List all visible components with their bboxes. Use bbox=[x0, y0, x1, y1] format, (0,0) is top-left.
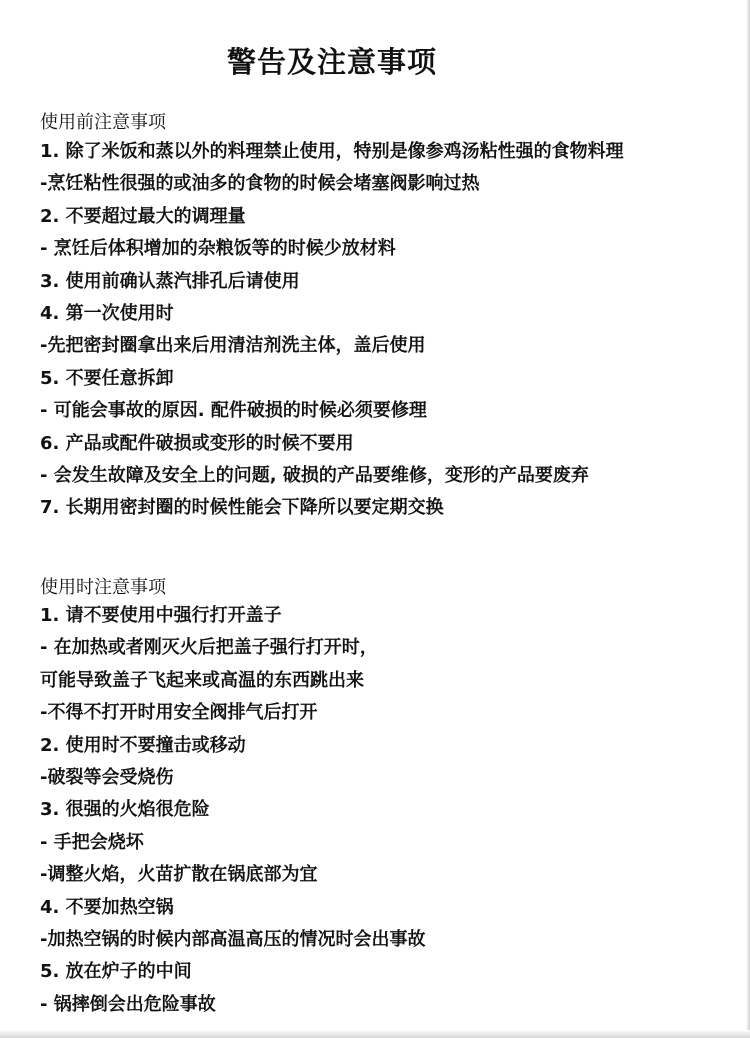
page-title: 警告及注意事项 bbox=[226, 45, 437, 79]
list-item: - 烹饪后体积增加的杂粮饭等的时候少放材料 bbox=[40, 238, 396, 260]
scan-edge-right bbox=[746, 0, 750, 1038]
list-item: - 在加热或者刚灭火后把盖子强行打开时， bbox=[40, 637, 378, 659]
list-item: 3. 很强的火焰很危险 bbox=[40, 799, 210, 821]
list-item: 5. 放在炉子的中间 bbox=[40, 961, 192, 983]
list-item: -调整火焰，火苗扩散在锅底部为宜 bbox=[40, 864, 318, 886]
list-item: 3. 使用前确认蒸汽排孔后请使用 bbox=[40, 270, 300, 292]
list-item: - 锅摔倒会出危险事故 bbox=[40, 993, 216, 1015]
list-item: 4. 不要加热空锅 bbox=[40, 896, 174, 918]
list-item: 7. 长期用密封圈的时候性能会下降所以要定期交换 bbox=[40, 497, 444, 519]
list-item: - 可能会事故的原因. 配件破损的时候必须要修理 bbox=[40, 400, 427, 422]
section-list-before-use bbox=[40, 136, 624, 525]
list-item: 6. 产品或配件破损或变形的时候不要用 bbox=[40, 432, 354, 454]
scan-edge-bottom bbox=[0, 1030, 750, 1038]
section-heading-before-use: 使用前注意事项 bbox=[40, 112, 166, 133]
list-item: - 手把会烧坏 bbox=[40, 831, 144, 853]
section-list-during-use bbox=[40, 600, 425, 1021]
list-item: -烹饪粘性很强的或油多的食物的时候会堵塞阀影响过热 bbox=[40, 173, 480, 195]
list-item: 1. 请不要使用中强行打开盖子 bbox=[40, 605, 282, 626]
list-item: -不得不打开时用安全阀排气后打开 bbox=[40, 702, 318, 724]
list-item: 4. 第一次使用时 bbox=[40, 302, 174, 324]
list-item: -先把密封圈拿出来后用清洁剂洗主体，盖后使用 bbox=[40, 335, 426, 357]
list-item: 1. 除了米饭和蒸以外的料理禁止使用，特别是像参鸡汤粘性强的食物料理 bbox=[40, 141, 624, 162]
list-item: -加热空锅的时候内部高温高压的情况时会出事故 bbox=[40, 928, 426, 950]
list-item: 可能导致盖子飞起来或高温的东西跳出来 bbox=[40, 669, 364, 691]
list-item: -破裂等会受烧伤 bbox=[40, 766, 174, 788]
list-item: 2. 不要超过最大的调理量 bbox=[40, 205, 246, 227]
list-item: 2. 使用时不要撞击或移动 bbox=[40, 734, 246, 756]
list-item: - 会发生故障及安全上的问题, 破损的产品要维修，变形的产品要废弃 bbox=[40, 464, 589, 486]
section-heading-during-use: 使用时注意事项 bbox=[40, 577, 166, 598]
list-item: 5. 不要任意拆卸 bbox=[40, 367, 174, 389]
